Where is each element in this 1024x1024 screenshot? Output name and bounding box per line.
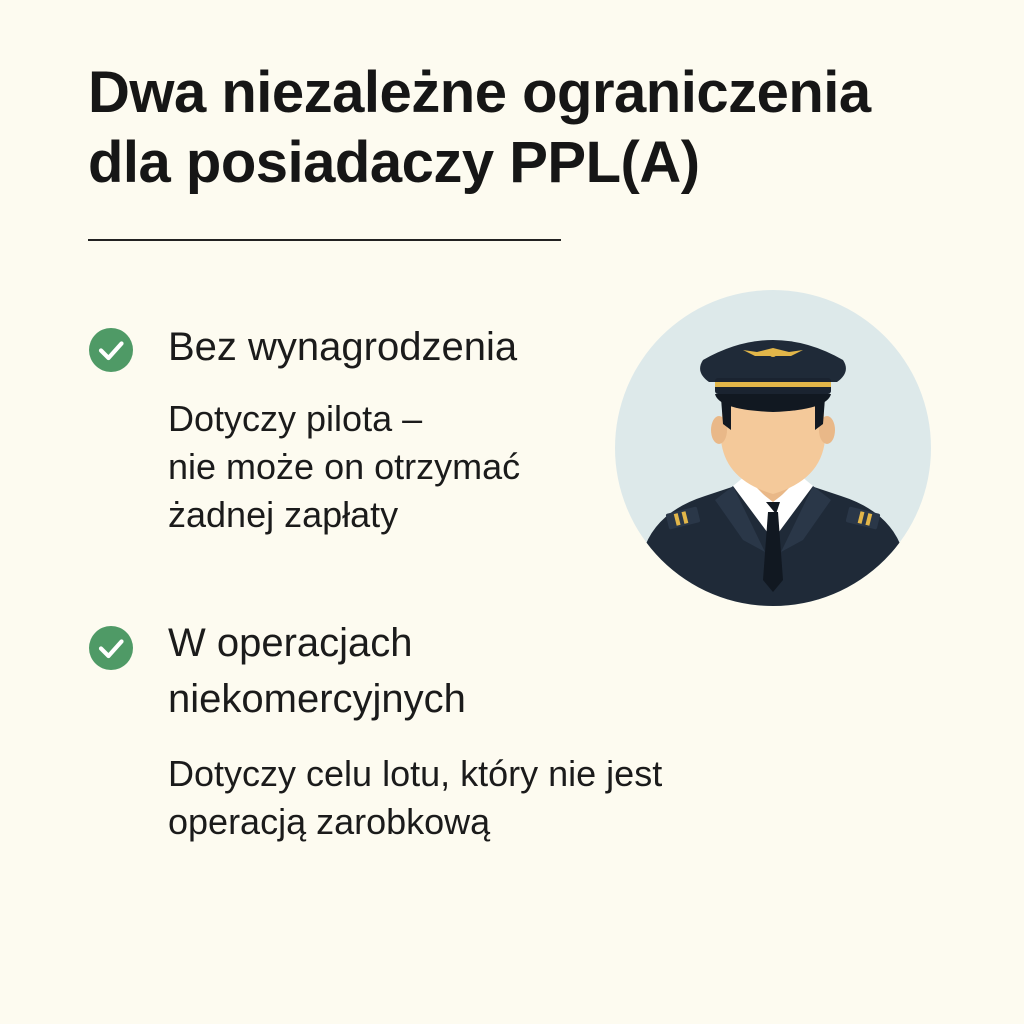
item-1-description-line: żadnej zapłaty (168, 494, 399, 535)
item-1-description-line: Dotyczy pilota – (168, 398, 423, 439)
item-2-title (168, 615, 466, 727)
item-2-title-line: niekomercyjnych (168, 677, 466, 721)
page-title-line-2: dla posiadaczy PPL(A) (88, 130, 700, 195)
item-1-description-line: nie może on otrzymać (168, 446, 521, 487)
check-circle-icon (89, 328, 133, 372)
page-title (88, 58, 968, 198)
item-1-title (168, 319, 517, 375)
item-2-description (168, 750, 662, 846)
item-1-title-line: Bez wynagrodzenia (168, 325, 518, 369)
check-circle-icon (89, 626, 133, 670)
item-1-description (168, 395, 520, 539)
title-divider (88, 239, 561, 241)
item-2-description-line: operacją zarobkową (168, 801, 491, 842)
pilot-avatar-icon (615, 290, 931, 606)
item-2-description-line: Dotyczy celu lotu, który nie jest (168, 753, 663, 794)
item-2-title-line: W operacjach (168, 621, 413, 665)
page-title-line-1: Dwa niezależne ograniczenia (88, 60, 871, 125)
